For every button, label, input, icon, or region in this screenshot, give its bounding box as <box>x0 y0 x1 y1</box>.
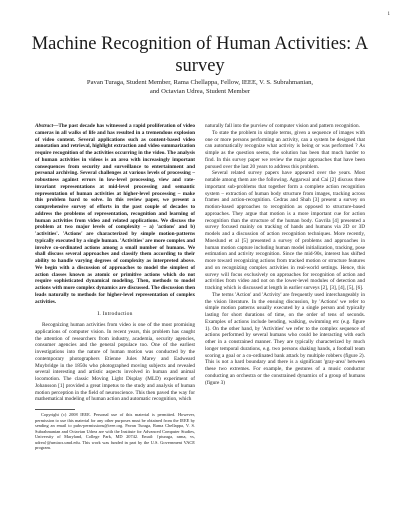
right-column <box>205 123 365 386</box>
abstract-lead: Abstract <box>35 123 54 129</box>
author-block <box>40 78 360 96</box>
copyright-footnote: Copyright (c) 2008 IEEE. Personal use of this material is permitted. However, permission to use this material for any other purposes must be obtained from the IEEE by sending an email to pubs-permissions@ieee.org. Pavan Turaga, Rama Chellappa, V. S. Subrahmanian and Octavian Udrea are with the Institute for Advanced Computer Studies, University of Maryland, College Park, MD 20742. Email: {pturaga, rama, vs, udrea}@umiacs.umd.edu. This work was funded in part by the U.S. Government VACE program. <box>35 412 195 450</box>
authors-line-1: Pavan Turaga, Student Member, Rama Chellappa, Fellow, IEEE, V. S. Subrahmanian, <box>86 79 314 86</box>
page-number: 1 <box>387 12 390 17</box>
authors-line-2: and Octavian Udrea, Student Member <box>149 88 251 96</box>
left-column <box>35 123 195 451</box>
section-heading: I. Introduction <box>97 311 133 318</box>
footnote-divider <box>35 409 75 410</box>
body-paragraph-surveys: Several related survey papers have appeared over the years. Most notable among them are the following. Aggarwal and Cai [2] discuss three important sub-problems that together form a complete action recognition system – extraction of human body structure from images, tracking across frames and action-recognition. Cedras and Shah [3] present a survey on motion-based approaches to recognition as opposed to structure-based approaches. They argue that motion is a more important cue for action recognition than the structure of the human body. Gavrila [4] presented a survey focused mainly on tracking of hands and humans via 2D or 3D models and a discussion of action recognition techniques. More recently, Moeslund et al [5] presented a survey of problems and approaches in human motion capture including human model initialization, tracking, pose estimation and activity recognition. Since the mid-90s, interest has shifted more toward recognizing actions from tracked motion or structure features and on recognizing complex activities in real-world settings. Hence, this survey will focus exclusively on approaches for recognition of action and activities from video and not on the lower-level modules of detection and tracking which is discussed at length in earlier surveys [2], [3], [4], [5], [6]. <box>205 170 365 291</box>
intro-paragraph: Recognizing human activities from video is one of the most promising applications of computer vision. In recent years, this problem has caught the attention of researchers from industry, academia, security agencies, consumer agencies and the general populace too. One of the earliest investigations into the nature of human motion was conducted by the contemporary photographers Etienne Jules Marey and Eadweard Muybridge in the 1850s who photographed moving subjects and revealed several interesting and artistic aspects involved in human and animal locomotion. The classic Moving Light Display (MLD) experiment of Johansson [1] provided a great impetus to the study and analysis of human motion perception in the field of neuroscience. This then paved the way for mathematical modeling of human action and automatic recognition, which <box>35 322 195 403</box>
body-paragraph-terms: The terms 'Action' and 'Activity' are frequently used interchangeably in the vision literature. In the ensuing discussion, by 'Actions' we refer to simple motion patterns usually executed by a single person and typically lasting for short durations of time, on the order of tens of seconds. Examples of actions include bending, walking, swimming etc (e.g. figure 1). On the other hand, by 'Activities' we refer to the complex sequence of actions performed by several humans who could be interacting with each other in a constrained manner. They are typically characterized by much longer temporal durations, e.g. two persons shaking hands, a football team scoring a goal or a co-ordinated bank attack by multiple robbers (figure 2). This is not a hard boundary and there is a significant 'gray-area' between these two extremes. For example, the gestures of a music conductor conducting an orchestra or the constrained dynamics of a group of humans (figure 3) <box>205 291 365 386</box>
body-paragraph-problem: To state the problem in simple terms, given a sequence of images with one or more persons performing an activity, can a system be designed that can automatically recognize what activity is being or was performed ? As simple as the question seems, the solution has been that much harder to find. In this survey paper we review the major approaches that have been pursued over the last 20 years to address this problem. <box>205 129 365 170</box>
body-paragraph-continuation: naturally fall into the purview of computer vision and pattern recognition. <box>205 123 360 129</box>
paper-title: Machine Recognition of Human Activities: A survey <box>31 34 369 76</box>
abstract-text: —The past decade has witnessed a rapid proliferation of video cameras in all walks of life and has resulted in a tremendous explosion of video content. Several applications such as content-based video annotation and retrieval, highlight extraction and video summarization require recognition of the activities occurring in the video. The analysis of human activities in videos is an area with increasingly important consequences from security and surveillance to entertainment and personal archiving. Several challenges at various levels of processing – robustness against errors in low-level processing, view and rate-invariant representations at mid-level processing and semantic representation of human activities at higher-level processing – make this problem hard to solve. In this review paper, we present a comprehensive survey of efforts in the past couple of decades to address the problems of representation, recognition and learning of human activities from video and related applications. We discuss the problem at two major levels of complexity – a) 'actions' and b) 'activities'. 'Actions' are characterized by simple motion-patterns typically executed by a single human. 'Activities' are more complex and involve co-ordinated actions among a small number of humans. We shall discuss several approaches and classify them according to their ability to handle varying degrees of complexity as interpreted above. We begin with a discussion of approaches to model the simplest of action classes known as atomic or primitive actions which do not require sophisticated dynamical modeling. Then, methods to model actions with more complex dynamics are discussed. The discussion then leads naturally to methods for higher-level representation of complex activities. <box>35 123 195 305</box>
abstract <box>35 123 195 305</box>
